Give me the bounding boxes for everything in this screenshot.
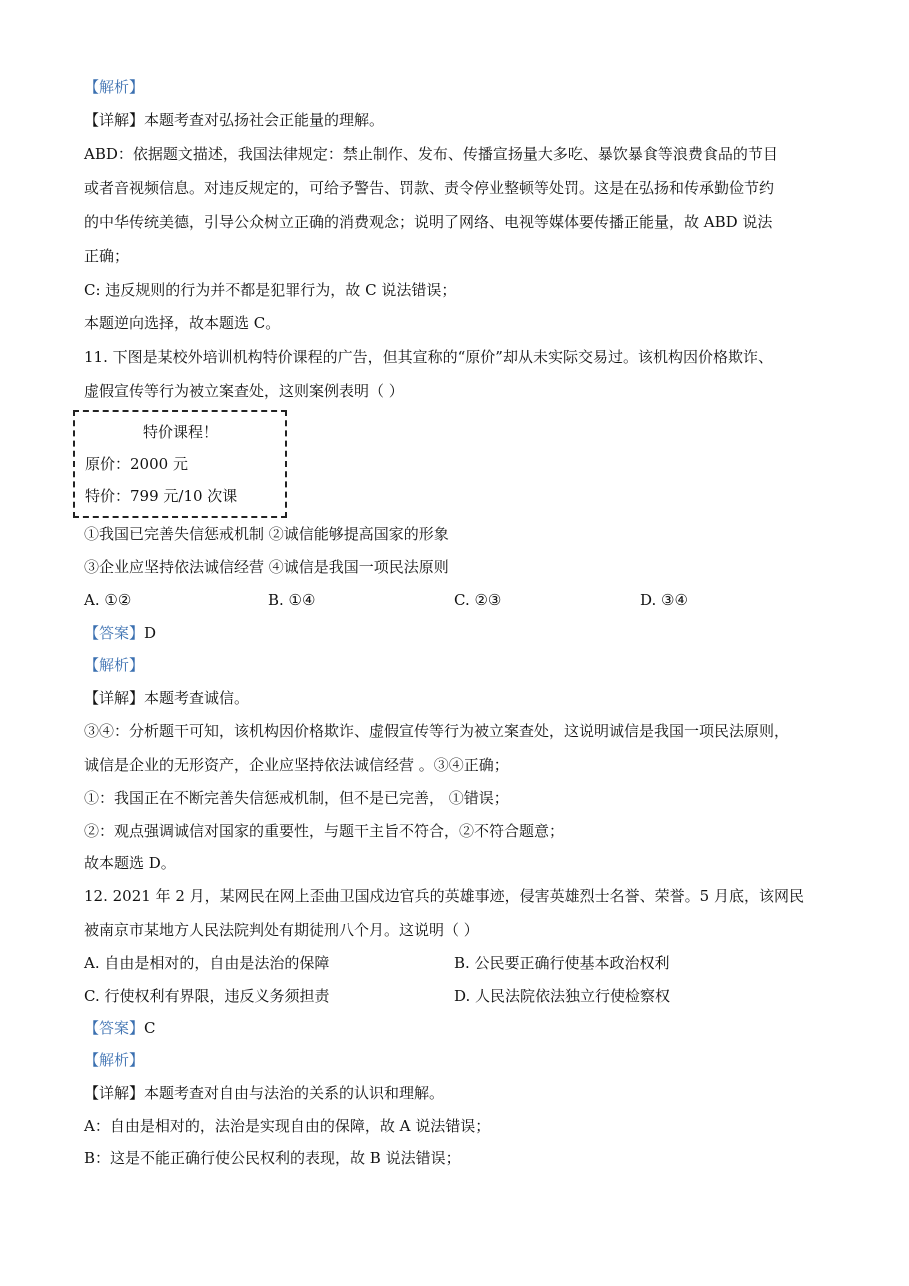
option-d: D. 人民法院依法独立行使检察权 — [454, 987, 671, 1005]
detail-line: 【详解】本题考查对自由与法治的关系的认识和理解。 — [84, 1084, 445, 1102]
analysis-label: 【解析】 — [84, 656, 145, 674]
explanation-line: 或者音视频信息。对违反规定的，可给予警告、罚款、责令停业整顿等处罚。这是在弘扬和传承勤俭节约 — [84, 179, 775, 197]
explanation-line: ③④：分析题干可知，该机构因价格欺诈、虚假宣传等行为被立案查处，这说明诚信是我国一项民法原则， — [84, 722, 790, 740]
answer-line — [84, 623, 156, 643]
option-d: D. ③④ — [640, 591, 688, 609]
detail-line: 【详解】本题考查诚信。 — [84, 689, 250, 707]
question-stem: 11. 下图是某校外培训机构特价课程的广告，但其宣称的“原价”却从未实际交易过。该机构因价格欺诈、 — [84, 348, 773, 366]
explanation-line: C: 违反规则的行为并不都是犯罪行为，故 C 说法错误； — [84, 281, 457, 299]
question-stem: 被南京市某地方人民法院判处有期徒刑八个月。这说明（ ） — [84, 921, 479, 939]
explanation-line: ②：观点强调诚信对国家的重要性，与题干主旨不符合，②不符合题意； — [84, 822, 565, 840]
statement-line: ③企业应坚持依法诚信经营 ④诚信是我国一项民法原则 — [84, 558, 449, 576]
conclusion-line: 本题逆向选择，故本题选 C。 — [84, 314, 281, 332]
analysis-label: 【解析】 — [84, 1051, 145, 1069]
question-stem: 12. 2021 年 2 月，某网民在网上歪曲卫国戍边官兵的英雄事迹，侵害英雄烈士名誉、荣誉。5 月底，该网民 — [84, 887, 804, 905]
conclusion-line: 故本题选 D。 — [84, 854, 176, 872]
answer-value: C — [144, 1019, 156, 1037]
option-a: A. 自由是相对的，自由是法治的保障 — [84, 954, 330, 972]
ad-special-price: 特价：799 元/10 次课 — [85, 487, 238, 505]
advertisement-box — [73, 410, 287, 518]
option-c: C. ②③ — [454, 591, 502, 609]
explanation-line: 正确； — [84, 247, 130, 265]
ad-title: 特价课程！ — [143, 423, 219, 441]
explanation-line: 诚信是企业的无形资产，企业应坚持依法诚信经营 。③④正确； — [84, 756, 509, 774]
explanation-line: ①：我国正在不断完善失信惩戒机制，但不是已完善， ①错误； — [84, 789, 509, 807]
answer-value: D — [144, 624, 157, 642]
explanation-line: A：自由是相对的，法治是实现自由的保障，故 A 说法错误； — [84, 1117, 491, 1135]
option-b: B. ①④ — [268, 591, 316, 609]
answer-label: 【答案】 — [84, 1019, 145, 1037]
detail-line: 【详解】本题考查对弘扬社会正能量的理解。 — [84, 111, 385, 129]
option-b: B. 公民要正确行使基本政治权利 — [454, 954, 670, 972]
analysis-label: 【解析】 — [84, 78, 145, 96]
option-c: C. 行使权利有界限，违反义务须担责 — [84, 987, 330, 1005]
answer-line — [84, 1018, 156, 1038]
option-a: A. ①② — [84, 591, 132, 609]
question-stem: 虚假宣传等行为被立案查处，这则案例表明（ ） — [84, 382, 404, 400]
explanation-line: ABD：依据题文描述，我国法律规定：禁止制作、发布、传播宣扬量大多吃、暴饮暴食等浪费食品的节目 — [84, 145, 778, 163]
statement-line: ①我国已完善失信惩戒机制 ②诚信能够提高国家的形象 — [84, 525, 449, 543]
ad-original-price: 原价：2000 元 — [85, 455, 188, 473]
answer-label: 【答案】 — [84, 624, 145, 642]
explanation-line: 的中华传统美德，引导公众树立正确的消费观念；说明了网络、电视等媒体要传播正能量，故 ABD 说法 — [84, 213, 773, 231]
explanation-line: B：这是不能正确行使公民权利的表现，故 B 说法错误； — [84, 1149, 461, 1167]
